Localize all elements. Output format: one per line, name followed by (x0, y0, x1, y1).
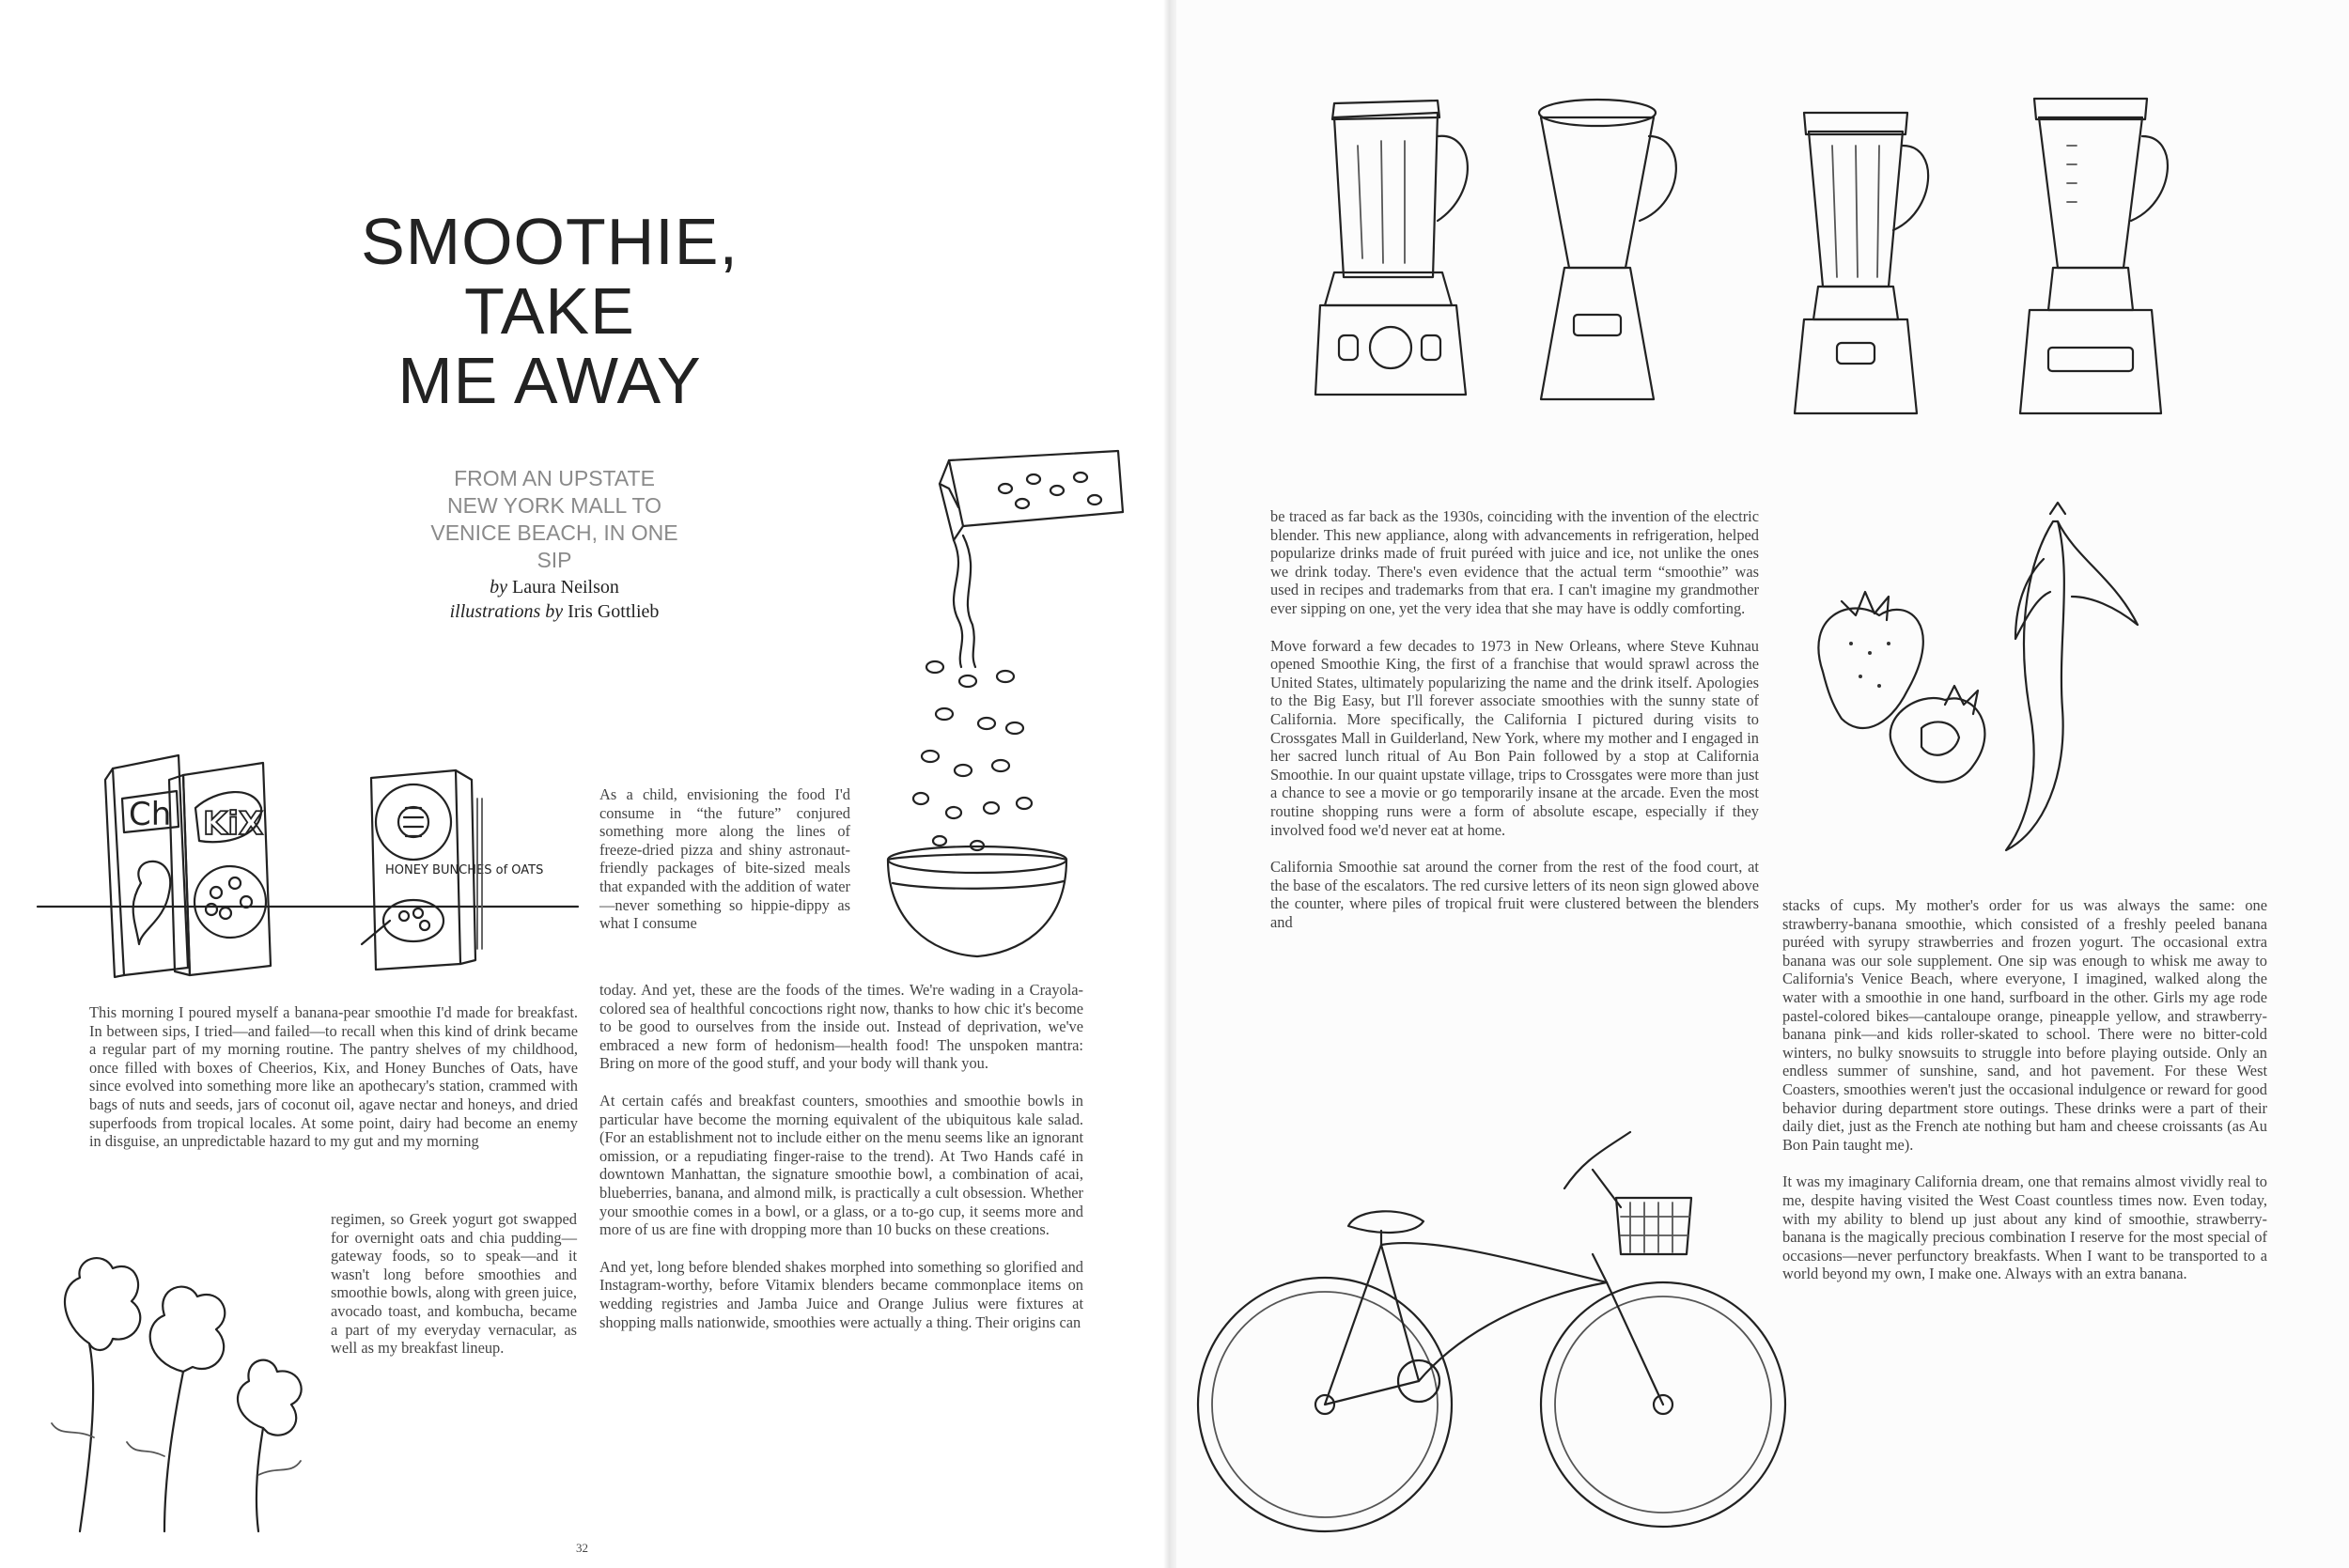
cereal-box3-label: HONEY BUNCHES of OATS (385, 863, 544, 877)
illustrations-prefix: illustrations by (449, 601, 564, 622)
title-line-3: ME AWAY (397, 344, 702, 417)
title-line-1: SMOOTHIE, (361, 205, 739, 278)
illustrator-name: Iris Gottlieb (568, 601, 660, 622)
article-column-3 (1270, 507, 1759, 950)
article-paragraph: As a child, envisioning the food I'd consume in “the future” conjured something more along the lines of freeze-dried pizza and shiny astronaut-friendly packages of bite-sized meals that expanded with the addition of water—never something so hippie-dippy as what I consume (599, 785, 850, 933)
article-paragraph: At certain cafés and breakfast counters, smoothies and smoothie bowls in particular have become the morning equivalent of the ubiquitous kale salad. (For an establishment not to include either on the menu seems like an ignorant omission, or a repudiating finger-raise to the trend). At Two Hands café in downtown Manhattan, the signature smoothie bowl, a combination of acai, blueberries, banana, and almond milk, is practically a cult obsession. Whether your smoothie comes in a bowl, or a glass, or a to-go cup, it seems more and more of us are fine with dropping more than 10 bucks on these creations. (599, 1091, 1083, 1239)
subtitle-line-3: VENICE BEACH, IN ONE SIP (430, 520, 678, 572)
article-column-1-continued (331, 1210, 577, 1376)
article-title (338, 207, 761, 415)
title-line-2: TAKE (464, 274, 635, 348)
article-paragraph: And yet, long before blended shakes morphed into something so glorified and Instagram-worthy, before Vitamix blenders became commonplace items on wedding registries and Jamba Juice and Orange Julius were fixtures at shopping malls nationwide, smoothies were actually a thing. Their origins can (599, 1257, 1083, 1331)
article-paragraph: be traced as far back as the 1930s, coinciding with the invention of the electric blender. This new appliance, along with advancements in refrigeration, helped popularize drinks made of fruit puréed with juice and ice, not unlike the ones we drink today. There's even evidence that the actual term “smoothie” was used in recipes and trademarks from that era. I can't imagine my grandmother ever sipping on one, yet the very idea that she may have is oddly comforting. (1270, 507, 1759, 617)
cereal-box1-label: Ch (129, 796, 172, 833)
subtitle-line-2: NEW YORK MALL TO (447, 493, 661, 518)
article-column-4 (1782, 896, 2267, 1302)
article-paragraph: stacks of cups. My mother's order for us was always the same: one strawberry-banana smoothie, which consisted of a freshly peeled banana puréed with syrupy strawberries and frozen yogurt. The occasional extra banana was our sole supplement. One sip was enough to whisk me away to California's Venice Beach, where everyone, I imagined, walked along the water with a smoothie in one hand, surfboard in the other. Girls my age rode pastel-colored bikes—cantaloupe orange, pineapple yellow, and strawberry-banana pink—and kids roller-skated to school. There were no bitter-cold winters, no bulky snowsuits to struggle into before playing outside. Only an endless summer of sunshine, sand, and hot pavement. For these West Coasters, smoothies weren't just the occasional indulgence or reward for good behavior during department store outings. These drinks were a part of their daily diet, just as the French ate nothing but ham and cheese croissants (as Au Bon Pain taught me). (1782, 896, 2267, 1154)
article-column-1 (89, 1003, 578, 1170)
page-number: 32 (576, 1541, 588, 1555)
byline (413, 575, 695, 624)
bicycle-illustration (1189, 1113, 1790, 1555)
cereal-pour-illustration (864, 442, 1137, 968)
kale-illustration (23, 1250, 324, 1541)
article-paragraph: This morning I poured myself a banana-pear smoothie I'd made for breakfast. In between sips, I tried—and failed—to recall when this kind of drink became a regular part of my morning routine. The pantry shelves of my childhood, once filled with boxes of Cheerios, Kix, and Honey Bunches of Oats, have since evolved into something more like an apothecary's station, crammed with bags of nuts and seeds, jars of coconut oil, agave nectar and honeys, and dried superfoods from tropical locales. At some point, dairy had become an enemy in disguise, an unpredictable hazard to my gut and my morning (89, 1003, 578, 1151)
author-name: Laura Neilson (512, 577, 619, 598)
article-paragraph: today. And yet, these are the foods of the times. We're wading in a Crayola-colored sea of healthful concoctions right now, thanks to how chic it's become to be good to ourselves from the inside out. Instead of deprivation, we've embraced a new form of hedonism—health food! The unspoken mantra: Bring on more of the good stuff, and your body will thank you. (599, 981, 1083, 1073)
article-paragraph: California Smoothie sat around the corner from the rest of the food court, at the base of the escalators. The red cursive letters of its neon sign glowed above the counter, where piles of tropical fruit were clustered between the blenders and (1270, 858, 1759, 931)
spine-gutter (1163, 0, 1176, 1568)
article-paragraph: Move forward a few decades to 1973 in New Orleans, where Steve Kuhnau opened Smoothie King, the first of a franchise that would sprawl across the United States, ultimately popularizing the name and the drink itself. Apologies to the Big Easy, but I'll forever associate smoothies with the sunny state of California. More specifically, the California I pictured during visits to Crossgates Mall in Guilderland, New York, where my mother and I engaged in her sacred lunch ritual of Au Bon Pain followed by a stop at California Smoothie. In our quaint upstate village, trips to Crossgates were more than just a chance to see a movie or go temporarily insane at the arcade. Even the most routine shopping runs were a form of absolute escape, especially if they involved food we'd never eat at home. (1270, 636, 1759, 839)
byline-prefix: by (490, 577, 508, 598)
article-column-2-top (599, 785, 850, 952)
strawberries-banana-illustration (1804, 503, 2199, 860)
article-column-2 (599, 981, 1083, 1350)
article-paragraph: regimen, so Greek yogurt got swapped for overnight oats and chia pudding—gateway foods, so to speak—and it wasn't long before smoothies and smoothie bowls, along with green juice, avocado toast, and kombucha, became a part of my everyday vernacular, as well as my breakfast lineup. (331, 1210, 577, 1358)
article-paragraph: It was my imaginary California dream, one that remains almost vividly real to me, despite having visited the West Coast countless times now. Even today, with my ability to blend up just about any kind of smoothie, strawberry-banana is the magically precious combination I reserve for the most special of occasions—never perfunctory breakfasts. When I want to be transported to a world beyond my own, I make one. Always with an extra banana. (1782, 1172, 2267, 1283)
cereal-boxes-illustration (38, 742, 601, 968)
blenders-illustration (1315, 89, 2227, 427)
article-subtitle (413, 465, 695, 574)
cereal-box2-label: KiX (203, 805, 264, 843)
subtitle-line-1: FROM AN UPSTATE (454, 466, 655, 490)
